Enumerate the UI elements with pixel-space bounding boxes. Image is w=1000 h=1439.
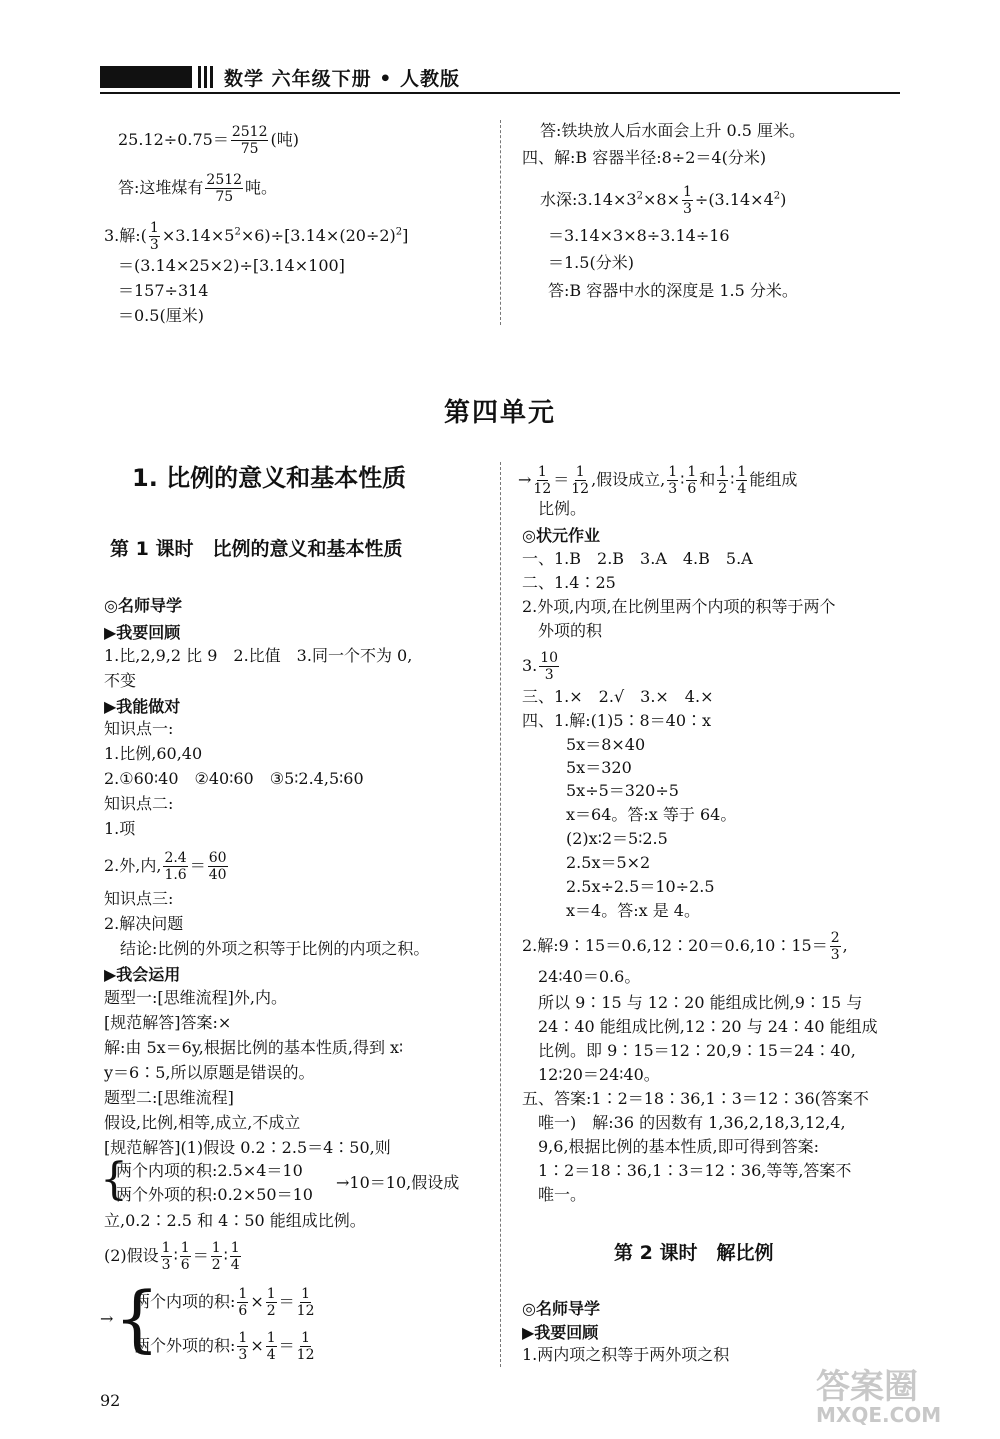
text-line: 题型一:[思维流程]外,内。 (104, 988, 287, 1007)
watermark-site: MXQE.COM (816, 1403, 942, 1427)
fraction: $\frac{2}{3}$ (830, 930, 840, 963)
fraction: $\frac{1}{3}$ (238, 1330, 248, 1363)
brace-symbol: { (100, 1154, 128, 1205)
lesson-title: 第 2 课时 解比例 (614, 1242, 774, 1264)
subsection-heading: ◎名师导学 (104, 596, 182, 615)
fraction: $\frac{2512}{75}$ (206, 172, 243, 205)
section-title: 1. 比例的意义和基本性质 (132, 464, 407, 492)
text-line: ＝0.5(厘米) (118, 306, 204, 325)
text-line: 知识点一: (104, 719, 174, 738)
subsection-heading: ◎名师导学 (522, 1299, 600, 1318)
text-line: 24∶40 能组成比例,12∶20 与 24∶40 能组成 (538, 1017, 878, 1036)
text-line: 两个外项的积:0.2×50＝10 (116, 1185, 313, 1204)
text-line: 答:铁块放人后水面会上升 0.5 厘米。 (540, 121, 806, 140)
text-line: 9,6,根据比例的基本性质,即可得到答案: (538, 1137, 820, 1156)
text-line: 两个内项的积: $\frac{1}{6}$ × $\frac{1}{2}$ ＝ $\frac{1}{12}$ (134, 1286, 315, 1319)
text-line: 2.5x÷2.5＝10÷2.5 (566, 877, 715, 896)
text-line: 2.外,内, $\frac{2.4}{1.6}$ ＝ $\frac{60}{40}$ (104, 850, 227, 883)
text-line: 题型二:[思维流程] (104, 1088, 234, 1107)
text-line: 1.两内项之积等于两外项之积 (522, 1345, 730, 1364)
text-line: 不变 (104, 671, 137, 690)
text-line: 四、1.解:(1)5∶8＝40∶x (522, 711, 712, 730)
text-line: 24∶40＝0.6。 (538, 967, 641, 986)
text-line: 1.比例,60,40 (104, 744, 203, 763)
text-line: 三、1.× 2.√ 3.× 4.× (522, 687, 714, 706)
text-line: 结论:比例的外项之积等于比例的内项之积。 (120, 939, 430, 958)
fraction: $\frac{1}{3}$ (161, 1240, 171, 1273)
fraction: $\frac{60}{40}$ (208, 850, 227, 883)
text-line: 1∶2＝18∶36,1∶3＝12∶36,等等,答案不 (538, 1161, 852, 1180)
text-line: y＝6∶5,所以原题是错误的。 (104, 1063, 315, 1082)
header-rule (100, 92, 900, 94)
text-line: 两个内项的积:2.5×4＝10 (116, 1161, 303, 1180)
text-line: 25.12÷0.75＝ $\frac{2512}{75}$ (吨) (118, 124, 299, 157)
text-line: 唯一。 (538, 1185, 587, 1204)
page-number: 92 (100, 1391, 121, 1410)
column-divider (500, 462, 501, 1367)
text-line: 5x＝320 (566, 758, 632, 777)
text-line: 1.比,2,9,2 比 9 2.比值 3.同一个不为 0, (104, 646, 413, 665)
fraction: $\frac{1}{12}$ (296, 1286, 315, 1319)
text-line: 水深$:3.14\times 3^2\times 8\times$ $\frac{1}{3}$ $\div(3.14\times 4^2)$ (540, 184, 787, 217)
text-line: ＝1.5(分米) (548, 253, 634, 272)
text-line: x＝4。答:x 是 4。 (566, 901, 700, 920)
text-line: 解:由 5x＝6y,根据比例的基本性质,得到 x∶ (104, 1038, 404, 1057)
text-line: 5x＝8×40 (566, 735, 646, 754)
column-divider (500, 120, 501, 325)
text-line: 2.解决问题 (104, 914, 184, 933)
text-line: 2.①60∶40 ②40∶60 ③5∶2.4,5∶60 (104, 769, 364, 788)
fraction: $\frac{1}{12}$ (571, 464, 590, 497)
fraction: $\frac{10}{3}$ (540, 650, 559, 683)
text-line: 一、1.B 2.B 3.A 4.B 5.A (522, 549, 753, 568)
fraction: $\frac{1}{3}$ (149, 220, 159, 253)
text-line: 知识点三: (104, 889, 174, 908)
text-line: 假设,比例,相等,成立,不成立 (104, 1113, 301, 1132)
text-line: 答:这堆煤有 $\frac{2512}{75}$ 吨。 (118, 172, 278, 205)
subsection-heading: ▶我要回顾 (522, 1323, 599, 1342)
fraction: $\frac{1}{4}$ (737, 464, 747, 497)
arrow-icon: → (100, 1309, 114, 1328)
fraction: $\frac{1}{3}$ (668, 464, 678, 497)
text-line: 立,0.2∶2.5 和 4∶50 能组成比例。 (104, 1211, 366, 1230)
text-line: ＝157÷314 (118, 281, 209, 300)
text-line: 1.项 (104, 819, 136, 838)
fraction: $\frac{1}{6}$ (180, 1240, 190, 1273)
fraction: $\frac{2.4}{1.6}$ (164, 850, 187, 883)
text-line: 5x÷5＝320÷5 (566, 781, 679, 800)
watermark-text: 答案圈 (816, 1367, 918, 1407)
brace-symbol: { (114, 1276, 160, 1360)
text-line: (2)假设 $\frac{1}{3}$ ∶ $\frac{1}{6}$ ＝ $\frac{1}{2}$ ∶ $\frac{1}{4}$ (104, 1240, 240, 1273)
text-line: [规范解答](1)假设 0.2∶2.5＝4∶50,则 (104, 1138, 391, 1157)
fraction: $\frac{1}{6}$ (687, 464, 697, 497)
header-decor-tick (198, 66, 201, 88)
text-line: 两个外项的积: $\frac{1}{3}$ × $\frac{1}{4}$ ＝ $\frac{1}{12}$ (134, 1330, 315, 1363)
header-decor-bar (100, 66, 192, 88)
fraction: $\frac{2512}{75}$ (231, 124, 268, 157)
text-line: x＝64。答:x 等于 64。 (566, 805, 737, 824)
subsection-heading: ◎状元作业 (522, 526, 600, 545)
fraction: $\frac{1}{4}$ (230, 1240, 240, 1273)
text-line: ＝3.14×3×8÷3.14÷16 (548, 226, 730, 245)
text-line: 四、解:B 容器半径:8÷2＝4(分米) (522, 148, 767, 167)
subsection-heading: ▶我要回顾 (104, 623, 181, 642)
text-line: 二、1.4∶25 (522, 573, 616, 592)
text-line: →10＝10,假设成 (336, 1173, 460, 1192)
fraction: $\frac{1}{2}$ (718, 464, 728, 497)
text-line: 唯一) 解:36 的因数有 1,36,2,18,3,12,4, (538, 1113, 846, 1132)
text-line: 比例。即 9∶15＝12∶20,9∶15＝24∶40, (538, 1041, 856, 1060)
text-line: [规范解答]答案:× (104, 1013, 232, 1032)
fraction: $\frac{1}{3}$ (682, 184, 692, 217)
fraction: $\frac{1}{2}$ (211, 1240, 221, 1273)
text-line: 3. $\frac{10}{3}$ (522, 650, 559, 683)
fraction: $\frac{1}{2}$ (266, 1286, 276, 1319)
header-decor-tick (204, 66, 207, 88)
text-line: (2)x∶2＝5∶2.5 (566, 829, 668, 848)
text-line: 2.外项,内项,在比例里两个内项的积等于两个 (522, 597, 836, 616)
header-decor-tick (210, 66, 213, 88)
text-line: → $\frac{1}{12}$ ＝ $\frac{1}{12}$ ,假设成立, $\frac{1}{3}$ ∶ $\frac{1}{6}$ 和 $\frac{1}{2}$ ∶ $\frac{1}{4}$ 能组成 (518, 464, 798, 497)
text-line: 12∶20＝24∶40。 (538, 1065, 660, 1084)
subsection-heading: ▶我能做对 (104, 697, 181, 716)
text-line: 答:B 容器中水的深度是 1.5 分米。 (548, 281, 798, 300)
fraction: $\frac{1}{4}$ (266, 1330, 276, 1363)
watermark-logo (812, 1358, 972, 1428)
text-line: 知识点二: (104, 794, 174, 813)
text-line: 3.解:( $\frac{1}{3}$ $\times 3.14\times 5^2\times 6)\div[3.14\times(20\div 2)^2]$ (104, 220, 409, 253)
text-line: 所以 9∶15 与 12∶20 能组成比例,9∶15 与 (538, 993, 863, 1012)
lesson-title: 第 1 课时 比例的意义和基本性质 (110, 538, 403, 560)
fraction: $\frac{1}{12}$ (296, 1330, 315, 1363)
fraction: $\frac{1}{6}$ (238, 1286, 248, 1319)
header-title: 数学 六年级下册 • 人教版 (224, 68, 460, 90)
text-line: 比例。 (538, 499, 587, 518)
unit-title: 第四单元 (443, 398, 556, 428)
text-line: ＝(3.14×25×2)÷[3.14×100] (118, 256, 345, 275)
text-line: 外项的积 (538, 621, 603, 640)
fraction: $\frac{1}{12}$ (533, 464, 552, 497)
text-line: 2.解:9∶15＝0.6,12∶20＝0.6,10∶15＝ $\frac{2}{3}$ , (522, 930, 848, 963)
text-line: 2.5x＝5×2 (566, 853, 651, 872)
subsection-heading: ▶我会运用 (104, 965, 181, 984)
text-line: 五、答案:1∶2＝18∶36,1∶3＝12∶36(答案不 (522, 1089, 869, 1108)
